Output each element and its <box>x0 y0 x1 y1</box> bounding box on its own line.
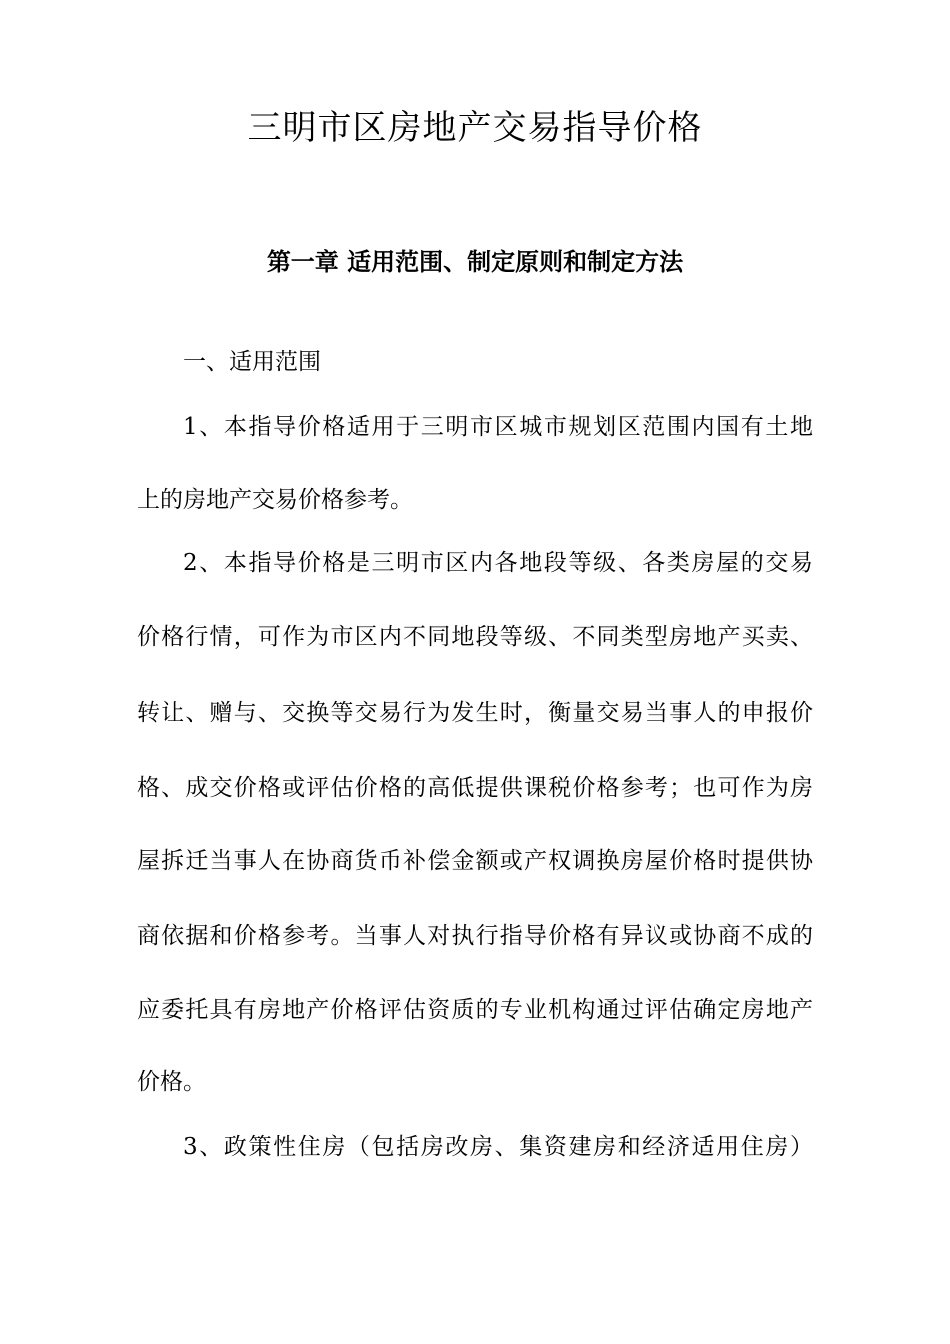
paragraph-line: 3、政策性住房（包括房改房、集资建房和经济适用住房） <box>183 1134 813 1160</box>
section-heading: 一、适用范围 <box>183 349 321 375</box>
paragraph-line: 价格行情，可作为市区内不同地段等级、不同类型房地产买卖、 <box>137 624 813 650</box>
chapter-title: 第一章 适用范围、制定原则和制定方法 <box>266 248 684 276</box>
paragraph-line: 应委托具有房地产价格评估资质的专业机构通过评估确定房地产 <box>137 997 813 1023</box>
document-title: 三明市区房地产交易指导价格 <box>247 108 703 148</box>
paragraph-line: 屋拆迁当事人在协商货币补偿金额或产权调换房屋价格时提供协 <box>137 848 813 874</box>
paragraph-line: 格、成交价格或评估价格的高低提供课税价格参考；也可作为房 <box>137 775 813 801</box>
paragraph-line: 上的房地产交易价格参考。 <box>137 487 413 513</box>
paragraph-line: 商依据和价格参考。当事人对执行指导价格有异议或协商不成的 <box>137 923 813 949</box>
paragraph-line: 1、本指导价格适用于三明市区城市规划区范围内国有土地 <box>183 414 813 440</box>
paragraph-line: 转让、赠与、交换等交易行为发生时，衡量交易当事人的申报价 <box>137 700 813 726</box>
paragraph-line: 价格。 <box>137 1069 206 1095</box>
paragraph-line: 2、本指导价格是三明市区内各地段等级、各类房屋的交易 <box>183 550 813 576</box>
